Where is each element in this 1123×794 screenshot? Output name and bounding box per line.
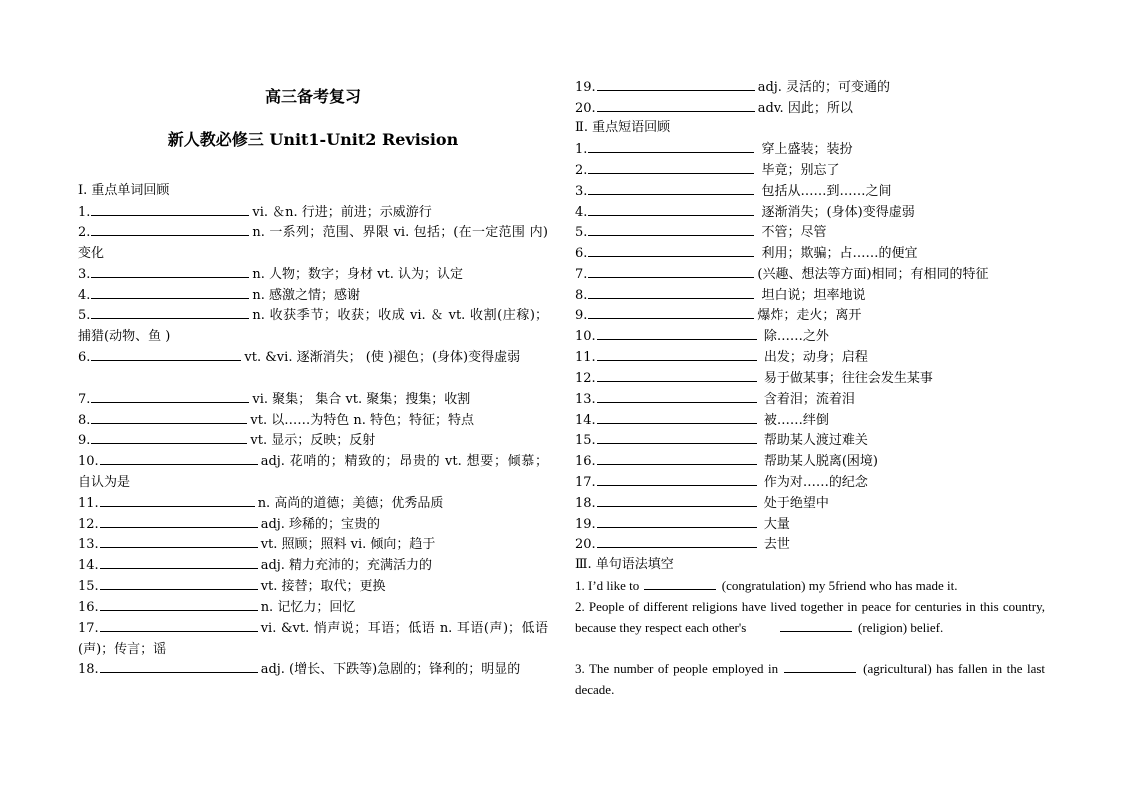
answer-blank[interactable] [597,326,757,340]
answer-blank[interactable] [91,430,247,444]
answer-blank[interactable] [100,534,258,548]
grammar-sentence: 2. People of different religions have lived together in peace for centuries in this country, because they respect each other's (religion) belief. [575,599,1045,635]
answer-blank[interactable] [597,514,757,528]
phrase-item: 2. 毕竟；别忘了 [575,160,1045,181]
phrase-item: 11. 出发；动身；启程 [575,347,1045,368]
document-title: 高三备考复习 [264,87,361,106]
answer-blank[interactable] [588,222,754,236]
phrase-item: 5. 不管；尽管 [575,222,1045,243]
phrase-item: 4. 逐渐消失；(身体)变得虚弱 [575,202,1045,223]
answer-blank[interactable] [91,305,249,319]
answer-blank[interactable] [91,389,249,403]
answer-blank[interactable] [588,305,754,319]
vocab-item: 15. vt. 接替；取代；更换 [78,576,548,597]
section1-heading: Ⅰ. 重点单词回顾 [78,183,170,198]
phrase-item: 18. 处于绝望中 [575,493,1045,514]
answer-blank[interactable] [597,98,755,112]
phrase-item: 8. 坦白说；坦率地说 [575,285,1045,306]
phrase-item: 13. 含着泪；流着泪 [575,389,1045,410]
answer-blank[interactable] [588,202,754,216]
answer-blank[interactable] [100,514,258,528]
document-subtitle: 新人教必修三 Unit1-Unit2 Revision [167,130,459,149]
phrase-item: 19. 大量 [575,514,1045,535]
vocab-item: 2. n. 一系列；范围、界限 vi. 包括；(在一定范围 内)变化 [78,222,548,264]
phrase-item: 1. 穿上盛装；装扮 [575,139,1045,160]
vocab-item: 8. vt. 以……为特色 n. 特色；特征；特点 [78,410,548,431]
answer-blank[interactable] [100,597,258,611]
phrase-item: 16. 帮助某人脱离(困境) [575,451,1045,472]
answer-blank[interactable] [597,472,757,486]
answer-blank[interactable] [597,430,757,444]
answer-blank[interactable] [597,347,757,361]
vocab-item: 1. vi. ＆n. 行进；前进；示威游行 [78,202,548,223]
answer-blank[interactable] [100,618,258,632]
answer-blank[interactable] [100,576,258,590]
vocab-item: 14. adj. 精力充沛的；充满活力的 [78,555,548,576]
answer-blank[interactable] [91,222,249,236]
answer-blank[interactable] [100,493,255,507]
phrase-item: 15. 帮助某人渡过难关 [575,430,1045,451]
answer-blank[interactable] [91,410,247,424]
answer-blank[interactable] [100,659,258,673]
answer-blank[interactable] [597,77,755,91]
answer-blank[interactable] [91,202,249,216]
phrase-item: 7. (兴趣、想法等方面)相同；有相同的特征 [575,264,1045,285]
phrase-item: 14. 被……绊倒 [575,410,1045,431]
answer-blank[interactable] [597,534,757,548]
answer-blank[interactable] [644,576,716,590]
answer-blank[interactable] [588,285,754,299]
answer-blank[interactable] [91,347,241,361]
vocab-item: 19. adj. 灵活的；可变通的 [575,77,1045,98]
section2-heading: Ⅱ. 重点短语回顾 [575,120,671,135]
vocab-item: 20. adv. 因此；所以 [575,98,1045,119]
answer-blank[interactable] [91,285,249,299]
answer-blank[interactable] [597,451,757,465]
answer-blank[interactable] [588,139,754,153]
answer-blank[interactable] [597,410,757,424]
answer-blank[interactable] [100,451,258,465]
grammar-sentence: 3. The number of people employed in (agricultural) has fallen in the last decade. [575,661,1046,697]
vocab-item: 4. n. 感激之情；感谢 [78,285,548,306]
answer-blank[interactable] [100,555,258,569]
vocab-item: 11. n. 高尚的道德；美德；优秀品质 [78,493,548,514]
answer-blank[interactable] [597,389,757,403]
phrase-item: 3. 包括从……到……之间 [575,181,1045,202]
answer-blank[interactable] [588,160,754,174]
vocab-item: 17. vi. &vt. 悄声说；耳语；低语 n. 耳语(声)；低语(声)；传言；谣 [78,618,548,660]
answer-blank[interactable] [588,264,754,278]
phrase-item: 10. 除……之外 [575,326,1045,347]
answer-blank[interactable] [588,243,754,257]
section3-heading: Ⅲ. 单句语法填空 [575,557,674,572]
phrase-item: 17. 作为对……的纪念 [575,472,1045,493]
answer-blank[interactable] [780,618,852,632]
phrase-item: 20. 去世 [575,534,1045,555]
vocab-item: 16. n. 记忆力；回忆 [78,597,548,618]
vocab-item: 10. adj. 花哨的；精致的；昂贵的 vt. 想要；倾慕；自认为是 [78,451,548,493]
vocab-item: 9. vt. 显示；反映；反射 [78,430,548,451]
vocab-item: 7. vi. 聚集； 集合 vt. 聚集；搜集；收割 [78,389,548,410]
phrase-item: 6. 利用；欺骗；占……的便宜 [575,243,1045,264]
phrase-item: 12. 易于做某事；往往会发生某事 [575,368,1045,389]
answer-blank[interactable] [597,493,757,507]
vocab-item: 6. vt. &vi. 逐渐消失； (使 )褪色；(身体)变得虚弱 [78,347,548,369]
vocab-item: 12. adj. 珍稀的；宝贵的 [78,514,548,535]
grammar-sentence: 1. I’d like to (congratulation) my 5friend who has made it. [575,578,958,593]
vocab-item: 5. n. 收获季节；收获；收成 vi. ＆ vt. 收割(庄稼)；捕猎(动物、鱼 ) [78,305,548,347]
answer-blank[interactable] [784,659,856,673]
vocab-item: 18. adj. (增长、下跌等)急剧的；锋利的；明显的 [78,659,548,681]
vocab-item: 13. vt. 照顾；照料 vi. 倾向；趋于 [78,534,548,555]
vocab-item: 3. n. 人物；数字；身材 vt. 认为；认定 [78,264,548,285]
phrase-item: 9. 爆炸；走火；离开 [575,305,1045,326]
answer-blank[interactable] [91,264,249,278]
answer-blank[interactable] [597,368,757,382]
answer-blank[interactable] [588,181,754,195]
